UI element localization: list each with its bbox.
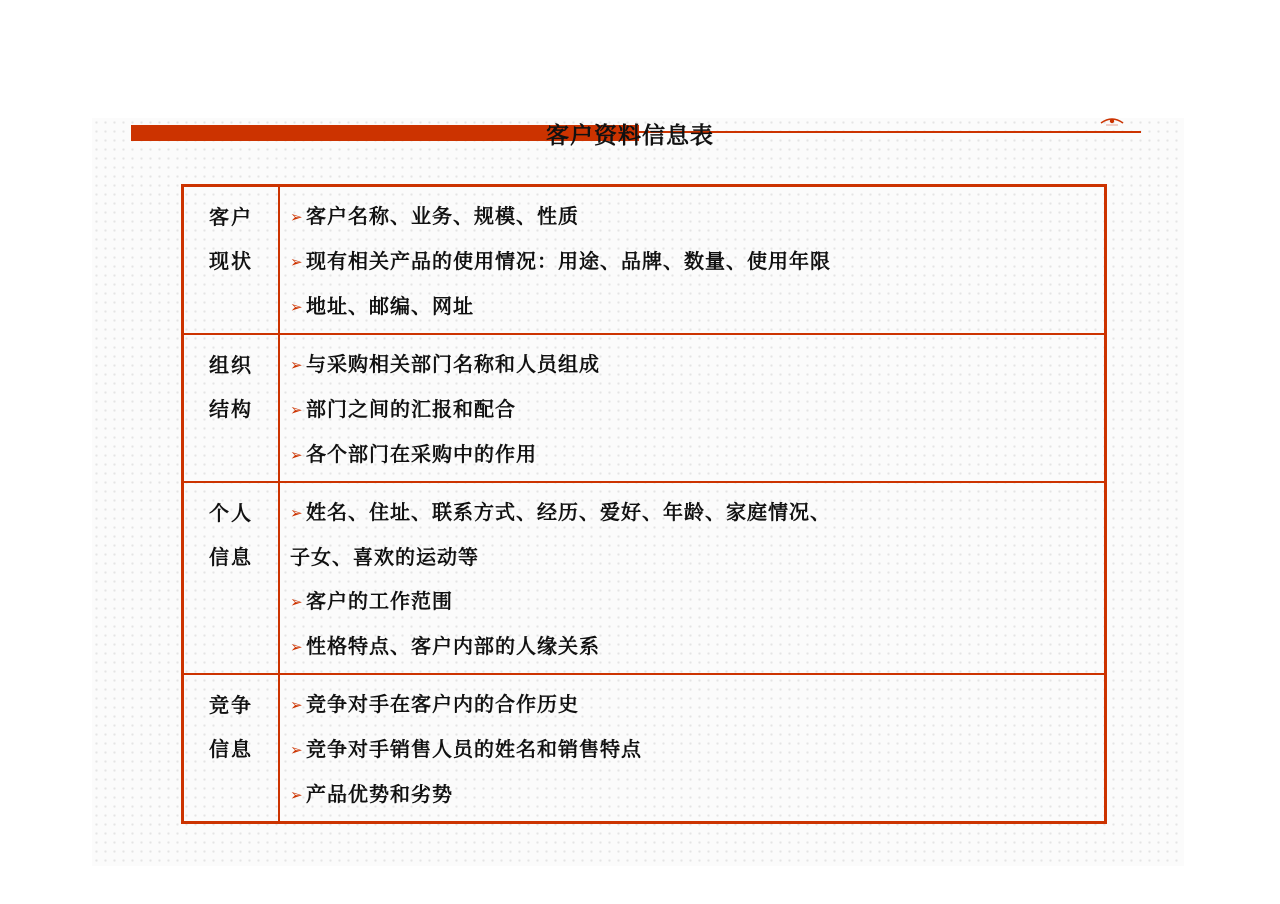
list-item <box>290 239 1104 284</box>
item-text: 客户名称、业务、规模、性质 <box>306 204 579 228</box>
customer-info-table <box>181 184 1107 824</box>
items-cell <box>279 482 1106 674</box>
arrowhead-bullet-icon: ➢ <box>290 504 304 522</box>
arrowhead-bullet-icon: ➢ <box>290 401 304 419</box>
item-text: 各个部门在采购中的作用 <box>306 442 537 466</box>
arrowhead-bullet-icon: ➢ <box>290 356 304 374</box>
item-text: 竞争对手在客户内的合作历史 <box>306 692 579 716</box>
page-title: 客户资料信息表 <box>546 123 714 149</box>
list-item <box>290 682 1104 727</box>
list-item <box>290 194 1104 239</box>
category-label: 信息 <box>209 737 253 761</box>
category-label: 结构 <box>209 397 253 421</box>
list-item <box>290 432 1104 477</box>
table-row <box>183 674 1106 823</box>
item-text: 客户的工作范围 <box>306 589 453 613</box>
list-item <box>290 284 1104 329</box>
category-cell <box>183 334 280 482</box>
list-item <box>290 342 1104 387</box>
category-label: 组织 <box>209 353 253 377</box>
arrowhead-bullet-icon: ➢ <box>290 696 304 714</box>
item-text: 部门之间的汇报和配合 <box>306 397 516 421</box>
item-text: 与采购相关部门名称和人员组成 <box>306 352 600 376</box>
arrowhead-bullet-icon: ➢ <box>290 446 304 464</box>
table-row <box>183 186 1106 335</box>
list-item-continuation: 子女、喜欢的运动等 <box>290 545 479 569</box>
list-item <box>290 387 1104 432</box>
category-label: 竞争 <box>209 693 253 717</box>
category-label: 客户 <box>209 205 253 229</box>
category-cell <box>183 482 280 674</box>
items-cell <box>279 186 1106 335</box>
list-item <box>290 579 1104 624</box>
category-label: 信息 <box>209 545 253 569</box>
arrowhead-bullet-icon: ➢ <box>290 593 304 611</box>
arrowhead-bullet-icon: ➢ <box>290 786 304 804</box>
item-text: 性格特点、客户内部的人缘关系 <box>306 634 600 658</box>
arrowhead-bullet-icon: ➢ <box>290 253 304 271</box>
category-label: 现状 <box>209 249 253 273</box>
items-cell <box>279 674 1106 823</box>
item-text: 地址、邮编、网址 <box>306 294 474 318</box>
category-label: 个人 <box>209 501 253 525</box>
arrowhead-bullet-icon: ➢ <box>290 298 304 316</box>
list-item <box>290 490 1104 535</box>
table-row <box>183 482 1106 674</box>
list-item <box>290 727 1104 772</box>
list-item <box>290 624 1104 669</box>
arrowhead-bullet-icon: ➢ <box>290 208 304 226</box>
item-text: 现有相关产品的使用情况：用途、品牌、数量、使用年限 <box>306 249 831 273</box>
category-cell <box>183 674 280 823</box>
table-row <box>183 334 1106 482</box>
items-cell <box>279 334 1106 482</box>
logo-icon <box>1098 113 1126 127</box>
category-cell <box>183 186 280 335</box>
arrowhead-bullet-icon: ➢ <box>290 638 304 656</box>
list-item <box>290 772 1104 817</box>
arrowhead-bullet-icon: ➢ <box>290 741 304 759</box>
item-text: 姓名、住址、联系方式、经历、爱好、年龄、家庭情况、 <box>306 500 831 524</box>
item-text: 竞争对手销售人员的姓名和销售特点 <box>306 737 642 761</box>
item-text: 产品优势和劣势 <box>306 782 453 806</box>
